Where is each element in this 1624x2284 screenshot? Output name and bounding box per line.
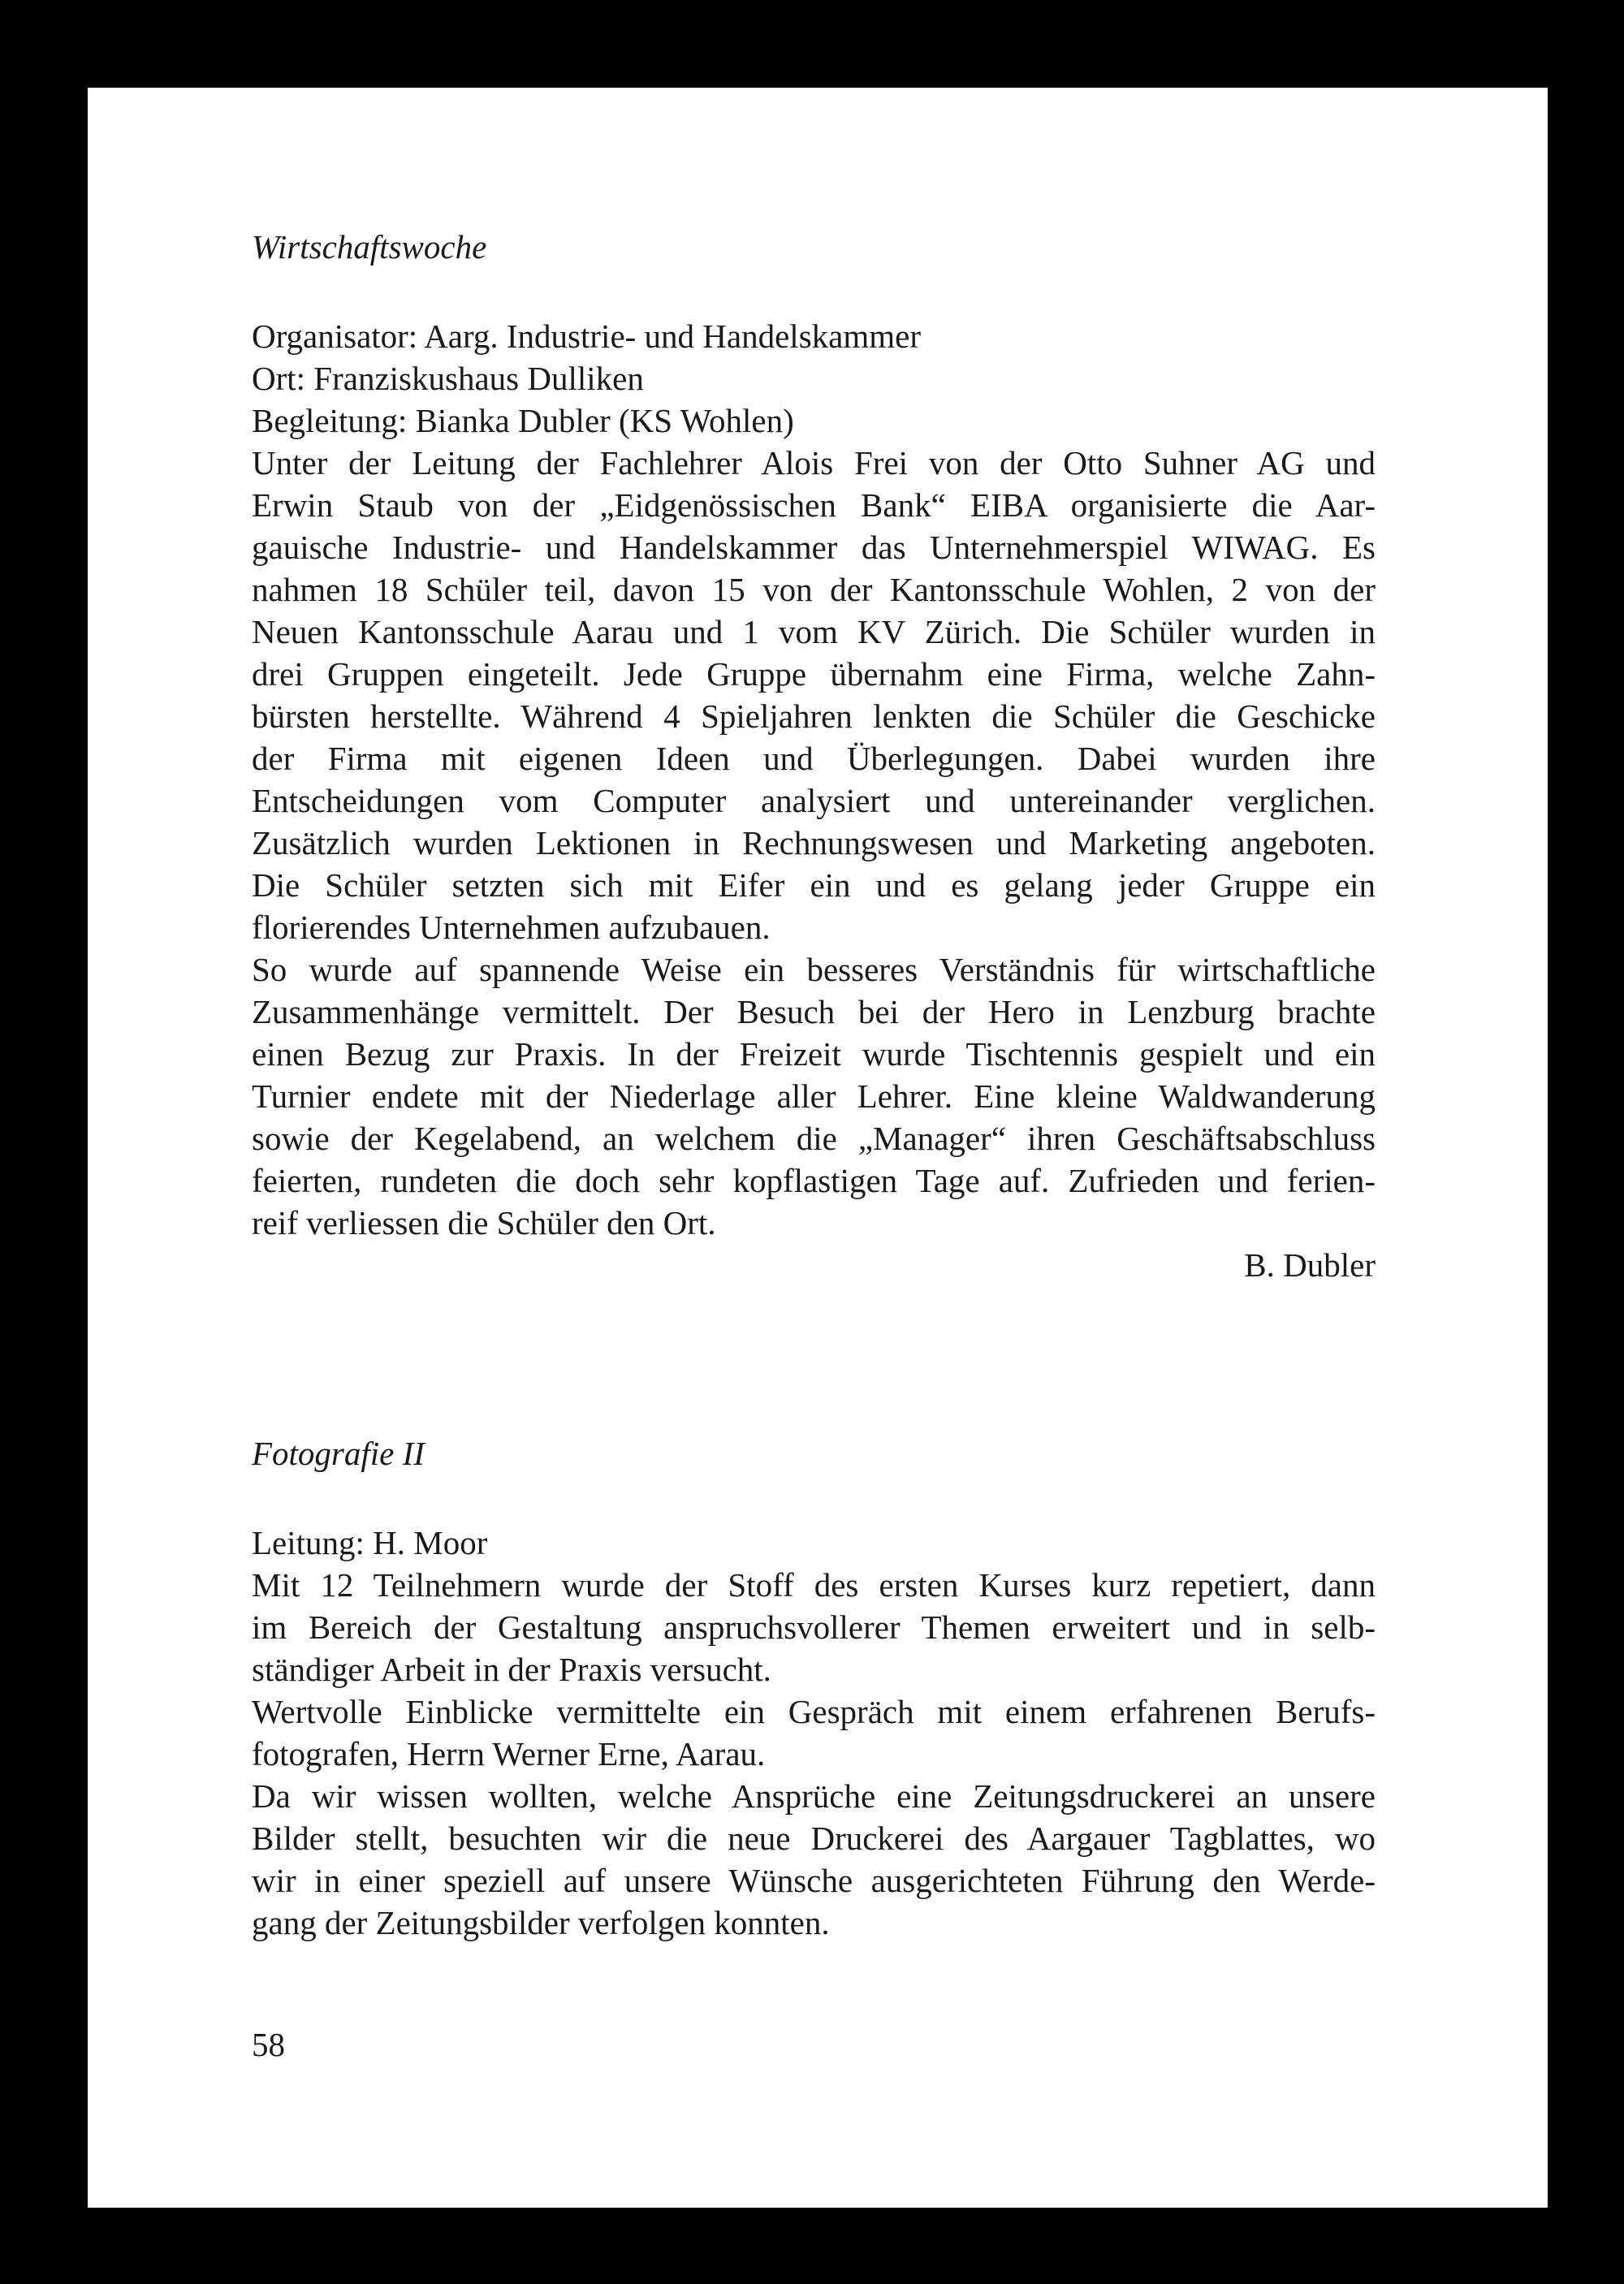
text-line: reif verliessen die Schüler den Ort. [252,1204,716,1241]
text-line: florierendes Unternehmen aufzubauen. [252,909,771,946]
text-line: drei Gruppen eingeteilt. Jede Gruppe übernahm eine Firma, welche Zahn- [252,655,1376,693]
text-line: Entscheidungen vom Computer analysiert und untereinander verglichen. [252,782,1376,819]
text-line: sowie der Kegelabend, an welchem die „Manager“ ihren Geschäftsabschluss [252,1120,1376,1157]
text-line: Leitung: H. Moor [252,1524,488,1561]
text-line: gauische Industrie- und Handelskammer das Unternehmerspiel WIWAG. Es [252,529,1376,566]
text-line: Turnier endete mit der Niederlage aller Lehrer. Eine kleine Waldwanderung [252,1077,1376,1115]
text-line: Organisator: Aarg. Industrie- und Handelskammer [252,317,921,355]
section-body-fotografie [252,1522,1376,1944]
section-body-wirtschaftswoche [252,315,1376,1244]
text-line: feierten, rundeten die doch sehr kopflastigen Tage auf. Zufrieden und ferien- [252,1162,1376,1199]
text-line: Begleitung: Bianka Dubler (KS Wohlen) [252,402,794,439]
page-content [252,226,1376,1944]
text-line: Bilder stellt, besuchten wir die neue Druckerei des Aargauer Tagblattes, wo [252,1820,1376,1857]
text-line: Erwin Staub von der „Eidgenössischen Bank“ EIBA organisierte die Aar- [252,486,1376,524]
text-line: Da wir wissen wollten, welche Ansprüche eine Zeitungsdruckerei an unsere [252,1777,1376,1815]
text-line: wir in einer speziell auf unsere Wünsche ausgerichteten Führung den Werde- [252,1862,1376,1899]
text-line: Zusätzlich wurden Lektionen in Rechnungswesen und Marketing angeboten. [252,824,1376,861]
section-title-wirtschaftswoche: Wirtschaftswoche [252,228,487,266]
text-line: Wertvolle Einblicke vermittelte ein Gespräch mit einem erfahrenen Berufs- [252,1693,1376,1730]
document-page [88,88,1548,2208]
text-line: im Bereich der Gestaltung anspruchsvollerer Themen erweitert und in selb- [252,1608,1376,1646]
text-line: Mit 12 Teilnehmern wurde der Stoff des ersten Kurses kurz repetiert, dann [252,1566,1376,1604]
text-line: Zusammenhänge vermittelt. Der Besuch bei der Hero in Lenzburg brachte [252,993,1376,1030]
page-number: 58 [252,2026,285,2063]
text-line: fotografen, Herrn Werner Erne, Aarau. [252,1735,766,1772]
text-line: nahmen 18 Schüler teil, davon 15 von der Kantonsschule Wohlen, 2 von der [252,571,1376,608]
section-title-fotografie: Fotografie II [252,1435,425,1472]
signature: B. Dubler [1244,1246,1376,1284]
text-line: Unter der Leitung der Fachlehrer Alois Frei von der Otto Suhner AG und [252,444,1376,481]
text-line: Neuen Kantonsschule Aarau und 1 vom KV Zürich. Die Schüler wurden in [252,613,1376,650]
text-line: gang der Zeitungsbilder verfolgen konnten. [252,1904,830,1941]
text-line: Die Schüler setzten sich mit Eifer ein und es gelang jeder Gruppe ein [252,866,1376,904]
text-line: Ort: Franziskushaus Dulliken [252,360,644,397]
text-line: So wurde auf spannende Weise ein besseres Verständnis für wirtschaftliche [252,951,1376,988]
text-line: ständiger Arbeit in der Praxis versucht. [252,1651,771,1688]
text-line: der Firma mit eigenen Ideen und Überlegungen. Dabei wurden ihre [252,740,1376,777]
text-line: einen Bezug zur Praxis. In der Freizeit wurde Tischtennis gespielt und ein [252,1035,1376,1073]
text-line: bürsten herstellte. Während 4 Spieljahren lenkten die Schüler die Geschicke [252,697,1376,735]
